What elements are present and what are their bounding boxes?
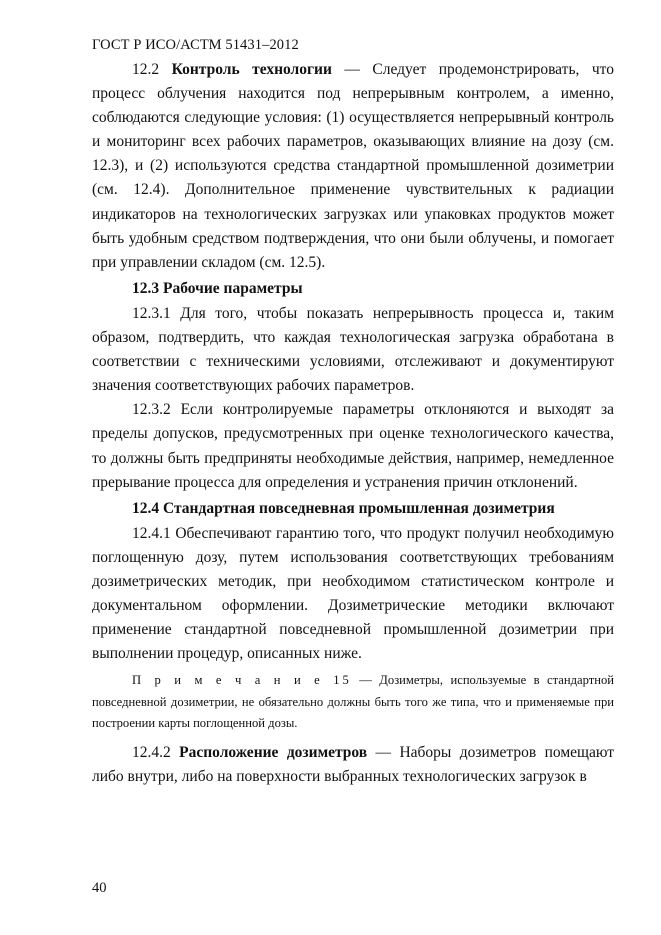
heading-12-3: 12.3 Рабочие параметры [132,279,303,297]
heading-12-4: 12.4 Стандартная повседневная промышленная дозиметрия [132,499,555,517]
clause-text: — Следует продемонстрировать, что процесс облучения находится под непрерывным контролем, а именно, соблюдаются следующие условия: (1) осуществляется непрерывный контроль и мониторинг всех рабочих параметров, оказывающих влияние на дозу (см. 12.3), и (2) используются средства стандартной промышленной дозиметрии (см. 12.4). Дополнительное применение чувствительных к радиации индикаторов на технологических загрузках или упаковках продуктов может быть удобным средством подтверждения, что они были облучены, и помогает при управлении складом (см. 12.5). [92,61,614,271]
clause-title: Расположение дозиметров [179,743,368,761]
paragraph-12-3-2: 12.3.2 Если контролируемые параметры отклоняются и выходят за пределы допусков, предусмотренных при оценке технологического качества, то должны быть предприняты необходимые действия, например, немедленное прерывание процесса для определения и устранения причин отклонений. [92,401,614,491]
clause-number: 12.2 [132,61,160,78]
paragraph-12-3-1: 12.3.1 Для того, чтобы показать непрерывность процесса и, таким образом, подтвердить, что каждая технологическая загрузка обработана в соответствии с техническими условиями, отслеживают и документируют значения соответствующих рабочих параметров. [92,304,614,395]
clause-title: Контроль технологии [171,61,332,78]
document-body [92,58,614,789]
document-header: ГОСТ Р ИСО/АСТМ 51431–2012 [92,37,299,53]
paragraph-12-4-1: 12.4.1 Обеспечивают гарантию того, что продукт получил необходимую поглощенную дозу, путем использования соответствующих требованиям дозиметрических методик, при необходимом статистическом контроле и документальном оформлении. Дозиметрические методики включают применение стандартной повседневной промышленной дозиметрии при выполнении процедур, описанных ниже. [92,524,614,663]
clause-number: 12.4.2 [132,743,171,761]
paragraph-12-2 [92,58,614,275]
note-label: П р и м е ч а н и е 15 [132,673,352,688]
paragraph-12-4-2 [92,741,614,789]
note-15 [92,670,614,735]
note-text: — Дозиметры, используемые в стандартной повседневной дозиметрии, не обязательно должны быть того же типа, что и применяемые при построении карты поглощенной дозы. [92,673,615,731]
clause-text: — Наборы дозиметров помещают либо внутри, либо на поверхности выбранных технологических загрузок в [92,743,615,785]
page-number: 40 [92,880,107,896]
